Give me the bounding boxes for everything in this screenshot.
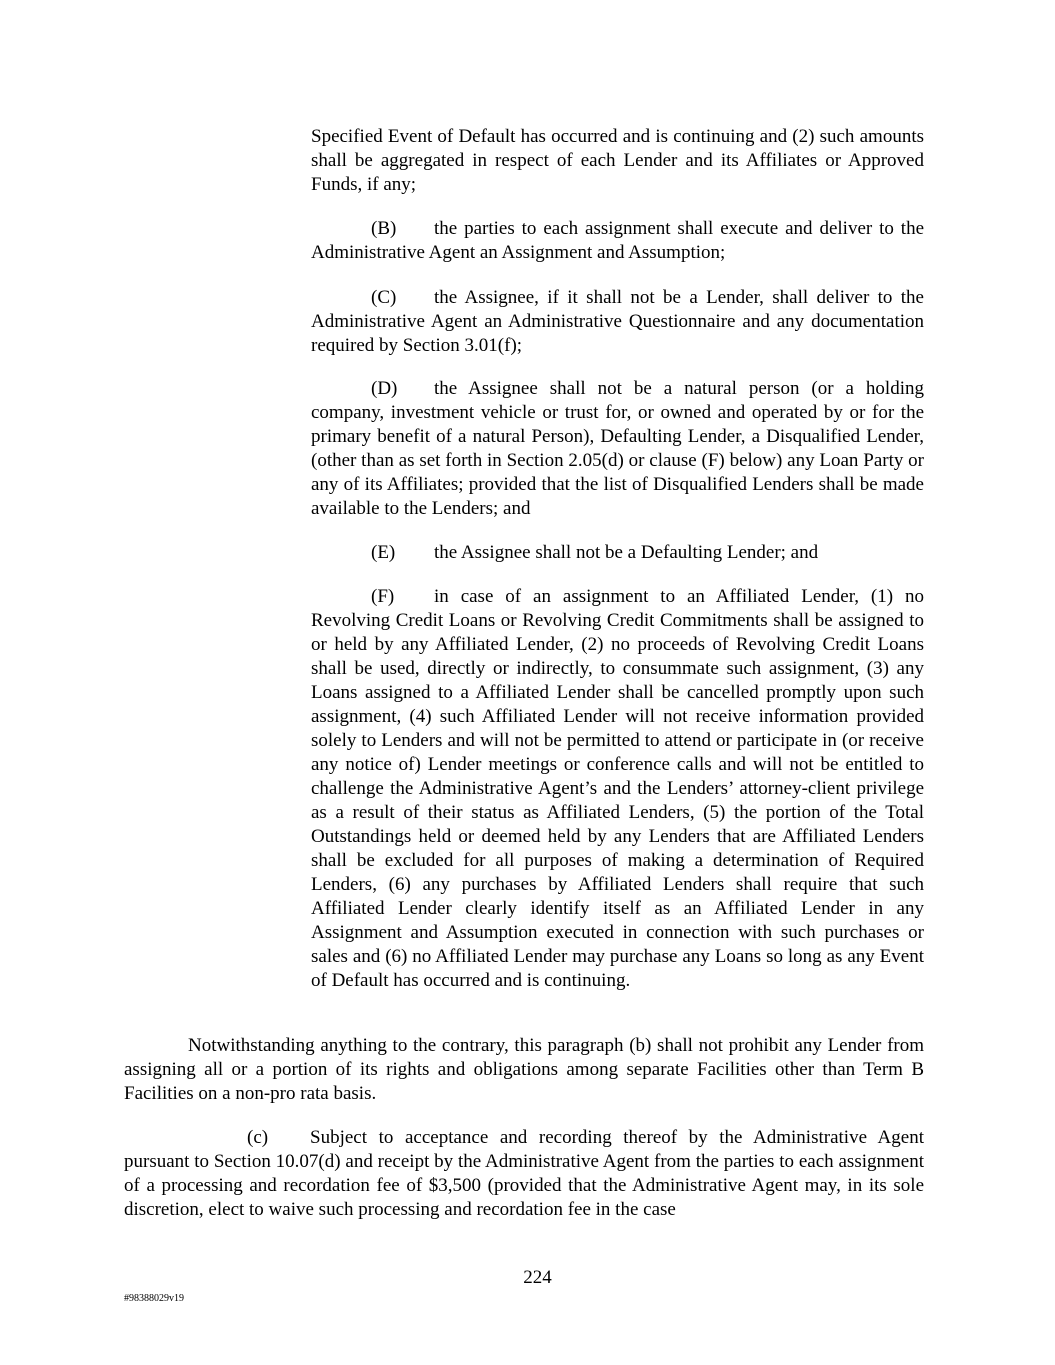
notwithstanding-paragraph: Notwithstanding anything to the contrary, this paragraph (b) shall not prohibit any Lender from assigning all or a portion of its rights and obligations among separate Facilities other than Term B Facilities on a non-pro rata basis. xyxy=(124,1035,924,1104)
paragraph-c-label: (c) xyxy=(247,1127,269,1148)
clause-b-label: (B) xyxy=(371,218,397,239)
page-number: 224 xyxy=(523,1267,552,1288)
clause-b xyxy=(311,217,924,265)
clause-b-text: the parties to each assignment shall execute and deliver to the Administrative Agent an Assignment and Assumption; xyxy=(311,218,924,263)
clause-e-label: (E) xyxy=(371,542,396,563)
clause-c-text: the Assignee, if it shall not be a Lender, shall deliver to the Administrative Agent an Administrative Questionnaire and any documentation required by Section 3.01(f); xyxy=(311,287,924,356)
clause-d xyxy=(311,377,924,521)
continued-paragraph: Specified Event of Default has occurred and is continuing and (2) such amounts shall be aggregated in respect of each Lender and its Affiliates or Approved Funds, if any; xyxy=(311,126,924,195)
clause-d-label: (D) xyxy=(371,378,398,399)
clause-f-label: (F) xyxy=(371,586,395,607)
clause-e xyxy=(311,541,924,565)
clause-e-text: the Assignee shall not be a Defaulting Lender; and xyxy=(434,542,819,563)
paragraph-c-text: Subject to acceptance and recording thereof by the Administrative Agent pursuant to Section 10.07(d) and receipt by the Administrative Agent from the parties to each assignment of a processing and recordation fee of $3,500 (provided that the Administrative Agent may, in its sole discretion, elect to waive such processing and recordation fee in the case xyxy=(124,1127,924,1220)
paragraph-c xyxy=(124,1126,924,1222)
document-id: #98388029v19 xyxy=(124,1293,184,1304)
clause-c-label: (C) xyxy=(371,287,397,308)
clause-d-text: the Assignee shall not be a natural person (or a holding company, investment vehicle or trust for, or owned and operated by or for the primary benefit of a natural Person), Defaulting Lender, a Disqualified Lender, (other than as set forth in Section 2.05(d) or clause (F) below) any Loan Party or any of its Affiliates; provided that the list of Disqualified Lenders shall be made available to the Lenders; and xyxy=(311,378,924,519)
clause-c xyxy=(311,286,924,358)
clause-f-text: in case of an assignment to an Affiliated Lender, (1) no Revolving Credit Loans or Revolving Credit Commitments shall be assigned to or held by any Affiliated Lender, (2) no proceeds of Revolving Credit Loans shall be used, directly or indirectly, to consummate such assignment, (3) any Loans assigned to a Affiliated Lender shall be cancelled promptly upon such assignment, (4) such Affiliated Lender will not receive information provided solely to Lenders and will not be permitted to attend or participate in (or receive any notice of) Lender meetings or conference calls and will not be entitled to challenge the Administrative Agent’s and the Lenders’ attorney-client privilege as a result of their status as Affiliated Lenders, (5) the portion of the Total Outstandings held or deemed held by any Lenders that are Affiliated Lenders shall be excluded for all purposes of making a determination of Required Lenders, (6) any purchases by Affiliated Lenders shall require that such Affiliated Lender clearly identify itself as an Affiliated Lender in any Assignment and Assumption executed in connection with such purchases or sales and (6) no Affiliated Lender may purchase any Loans so long as any Event of Default has occurred and is continuing. xyxy=(311,586,924,991)
clause-f xyxy=(311,585,924,993)
